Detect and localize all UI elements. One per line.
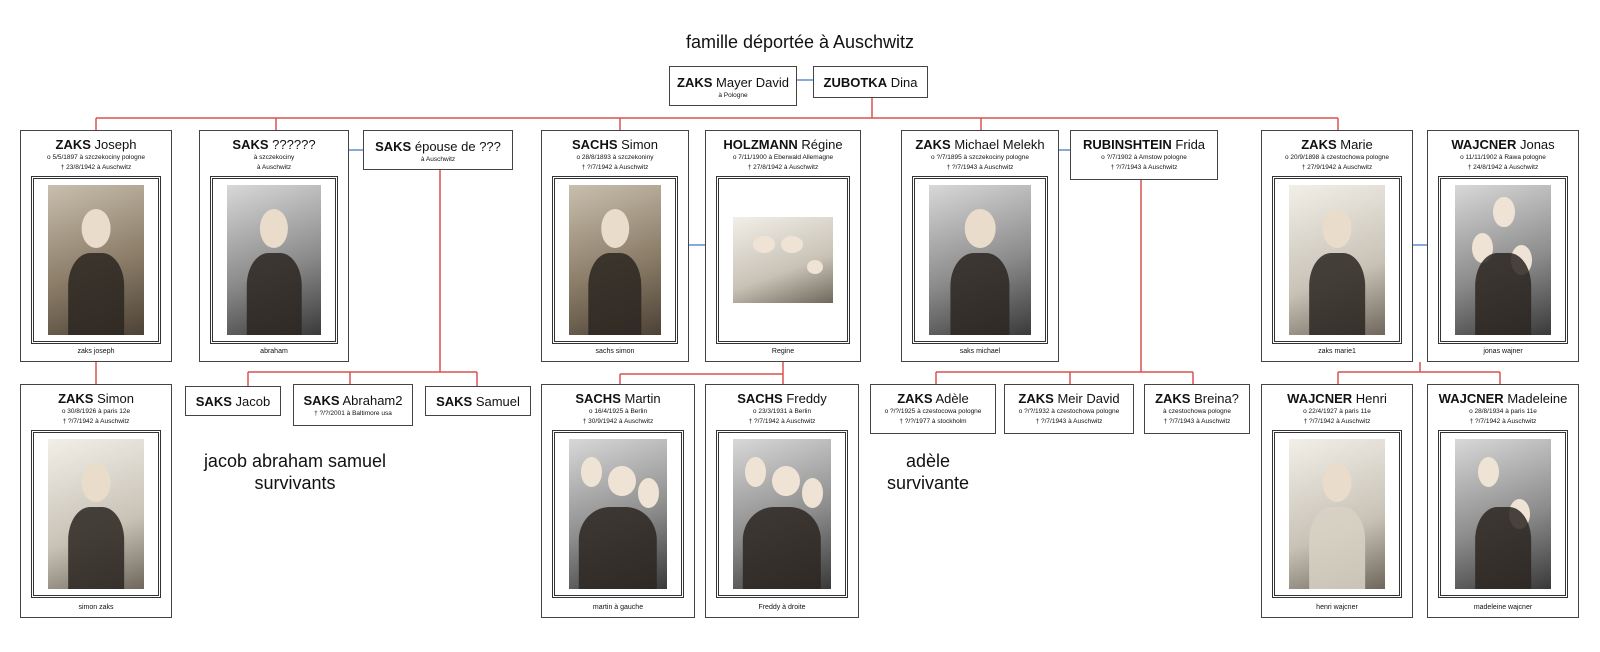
given-name: Adèle <box>935 391 969 406</box>
birth-info: o ?/?/1932 à czestochowa pologne <box>1018 408 1120 415</box>
given-name: Marie <box>1340 137 1373 152</box>
person-box-sachs-martin[interactable] <box>541 384 695 618</box>
family-photo <box>1455 185 1551 335</box>
given-name: Dina <box>890 75 918 90</box>
person-box-zaks-joseph[interactable] <box>20 130 172 362</box>
birth-info: o ?/?/1925 à czestocowa pologne <box>884 408 982 415</box>
person-box-zaks-simon[interactable] <box>20 384 172 618</box>
surname: SACHS <box>575 391 621 406</box>
given-name: Michael Melekh <box>954 137 1045 152</box>
death-info: † ?/?/1977 à stockholm <box>899 418 967 425</box>
given-name: Abraham2 <box>342 393 403 408</box>
death-info: à Auschwitz <box>256 164 292 171</box>
portrait-photo <box>929 185 1031 335</box>
death-info: à Auschwitz <box>420 156 456 163</box>
birth-info: o 28/8/1893 à szczekoniny <box>576 154 654 161</box>
birth-info: o 16/4/1925 à Berlin <box>588 408 648 415</box>
photo-frame <box>1272 430 1402 598</box>
note-adele-survivor: adèle survivante <box>886 451 970 493</box>
given-name: Joseph <box>94 137 137 152</box>
person-box-saks-epouse[interactable] <box>363 130 513 170</box>
photo-caption: saks michael <box>959 348 1001 355</box>
death-info: † ?/7/1942 à Auschwitz <box>1469 418 1537 425</box>
portrait-photo <box>1289 439 1385 589</box>
given-name: Mayer David <box>716 75 789 90</box>
photo-frame <box>210 176 338 344</box>
death-info: † 24/8/1942 à Auschwitz <box>1467 164 1539 171</box>
photo-caption: Regine <box>771 348 795 355</box>
portrait-photo <box>1289 185 1385 335</box>
photo-caption: Freddy à droite <box>758 604 806 611</box>
photo-frame <box>31 176 161 344</box>
photo-caption: henri wajcner <box>1316 604 1358 611</box>
birth-info: o 30/8/1926 à paris 12e <box>61 408 131 415</box>
portrait-photo <box>569 185 661 335</box>
family-photo <box>733 439 831 589</box>
person-box-sachs-freddy[interactable] <box>705 384 859 618</box>
photo-caption: abraham <box>260 348 288 355</box>
person-box-holzmann-regine[interactable] <box>705 130 861 362</box>
death-info: † 23/8/1942 à Auschwitz <box>60 164 132 171</box>
surname: ZAKS <box>1301 137 1337 152</box>
photo-caption: sachs simon <box>595 348 635 355</box>
death-info: † ?/7/1942 à Auschwitz <box>62 418 130 425</box>
given-name: Simon <box>97 391 134 406</box>
death-info: † ?/7/1943 à Auschwitz <box>1110 164 1178 171</box>
photo-frame <box>716 430 848 598</box>
surname: ZUBOTKA <box>823 75 888 90</box>
person-box-wajcner-henri[interactable] <box>1261 384 1413 618</box>
photo-frame <box>1438 430 1568 598</box>
chart-title: famille déportée à Auschwitz <box>685 32 915 52</box>
portrait-photo <box>227 185 321 335</box>
person-box-zaks-mayer-david[interactable] <box>669 66 797 106</box>
death-info: † ?/7/1942 à Auschwitz <box>748 418 816 425</box>
surname: WAJCNER <box>1287 391 1353 406</box>
death-info: † ?/7/1943 à Auschwitz <box>946 164 1014 171</box>
surname: ZAKS <box>677 75 713 90</box>
given-name: Breina? <box>1194 391 1239 406</box>
person-box-sachs-simon[interactable] <box>541 130 689 362</box>
photo-frame <box>1438 176 1568 344</box>
person-box-saks-samuel[interactable] <box>425 386 531 416</box>
given-name: Freddy <box>786 391 827 406</box>
family-photo <box>1455 439 1551 589</box>
birth-info: o 11/11/1902 à Rawa pologne <box>1460 154 1546 161</box>
birth-info: o ?/7/1895 à szczekociny pologne <box>931 154 1029 161</box>
surname: ZAKS <box>55 137 91 152</box>
birth-info: à czestochowa pologne <box>1163 408 1231 415</box>
surname: SACHS <box>572 137 618 152</box>
note-saks-survivors: jacob abraham samuel survivants <box>203 451 387 493</box>
death-info: † 27/8/1942 à Auschwitz <box>747 164 819 171</box>
surname: SAKS <box>232 137 269 152</box>
birth-info: o ?/7/1902 à Amstow pologne <box>1101 154 1187 161</box>
family-photo <box>569 439 667 589</box>
given-name: Henri <box>1355 391 1387 406</box>
photo-frame <box>552 430 684 598</box>
surname: SAKS <box>195 394 232 409</box>
photo-frame <box>552 176 678 344</box>
person-box-zaks-marie[interactable] <box>1261 130 1413 362</box>
photo-caption: jonas wajner <box>1483 348 1523 355</box>
given-name: ?????? <box>272 137 316 152</box>
given-name: Frida <box>1175 137 1206 152</box>
surname: SAKS <box>436 394 473 409</box>
death-info: † ?/7/1942 à Auschwitz <box>1303 418 1371 425</box>
birth-info: o 23/3/1931 à Berlin <box>752 408 812 415</box>
person-box-saks-unknown[interactable] <box>199 130 349 362</box>
person-box-saks-abraham2[interactable] <box>293 384 413 426</box>
given-name: Jonas <box>1519 137 1555 152</box>
photo-caption: madeleine wajcner <box>1473 604 1533 611</box>
photo-frame <box>31 430 161 598</box>
person-box-zubotka-dina[interactable] <box>813 66 928 98</box>
birth-info: o 28/8/1934 à paris 11e <box>1469 408 1537 415</box>
death-info: † ?/7/1942 à Auschwitz <box>581 164 649 171</box>
given-name: Martin <box>624 391 661 406</box>
person-box-zaks-meir-david[interactable] <box>1004 384 1134 434</box>
birth-info: o 5/5/1897 à szczekociny pologne <box>47 154 145 161</box>
photo-frame <box>716 176 850 344</box>
surname: HOLZMANN <box>723 137 798 152</box>
person-box-saks-jacob[interactable] <box>185 386 281 416</box>
photo-frame <box>912 176 1048 344</box>
surname: RUBINSHTEIN <box>1082 137 1172 152</box>
photo-caption: zaks marie1 <box>1318 348 1356 355</box>
death-info: † ?/?/2001 à Baltimore usa <box>314 410 392 417</box>
given-name: Meir David <box>1057 391 1120 406</box>
death-info: † 30/9/1942 à Auschwitz <box>582 418 654 425</box>
given-name: Samuel <box>475 394 520 409</box>
surname: WAJCNER <box>1451 137 1517 152</box>
death-info: † ?/7/1943 à Auschwitz <box>1035 418 1103 425</box>
portrait-photo <box>48 185 144 335</box>
surname: ZAKS <box>1018 391 1054 406</box>
given-name: épouse de ??? <box>414 139 501 154</box>
birth-info: o 20/9/1898 à czestochowa pologne <box>1284 154 1390 161</box>
birth-info: o 22/4/1927 à paris 11e <box>1303 408 1371 415</box>
surname: ZAKS <box>897 391 933 406</box>
person-box-wajcner-madeleine[interactable] <box>1427 384 1579 618</box>
person-box-zaks-breina[interactable] <box>1144 384 1250 434</box>
photo-caption: simon zaks <box>78 604 114 611</box>
birth-info: o 7/11/1900 à Eberwald Allemagne <box>732 154 834 161</box>
surname: WAJCNER <box>1438 391 1504 406</box>
given-name: Simon <box>621 137 658 152</box>
death-info: † 27/9/1942 à Auschwitz <box>1301 164 1373 171</box>
person-box-zaks-michael[interactable] <box>901 130 1059 362</box>
death-info: † ?/7/1943 à Auschwitz <box>1163 418 1231 425</box>
given-name: Régine <box>801 137 843 152</box>
person-box-wajcner-jonas[interactable] <box>1427 130 1579 362</box>
surname: SAKS <box>303 393 340 408</box>
photo-frame <box>1272 176 1402 344</box>
surname: ZAKS <box>1155 391 1191 406</box>
photo-caption: zaks joseph <box>77 348 115 355</box>
given-name: Jacob <box>235 394 271 409</box>
place-info: à Pologne <box>718 92 748 99</box>
portrait-photo <box>48 439 144 589</box>
birth-info: à szczekociny <box>253 154 295 161</box>
surname: ZAKS <box>915 137 951 152</box>
surname: SAKS <box>375 139 412 154</box>
person-box-rubinshtein-frida[interactable] <box>1070 130 1218 180</box>
given-name: Madeleine <box>1507 391 1568 406</box>
photo-caption: martin à gauche <box>592 604 644 611</box>
person-box-zaks-adele[interactable] <box>870 384 996 434</box>
surname: ZAKS <box>58 391 94 406</box>
surname: SACHS <box>737 391 783 406</box>
family-photo <box>733 217 833 303</box>
